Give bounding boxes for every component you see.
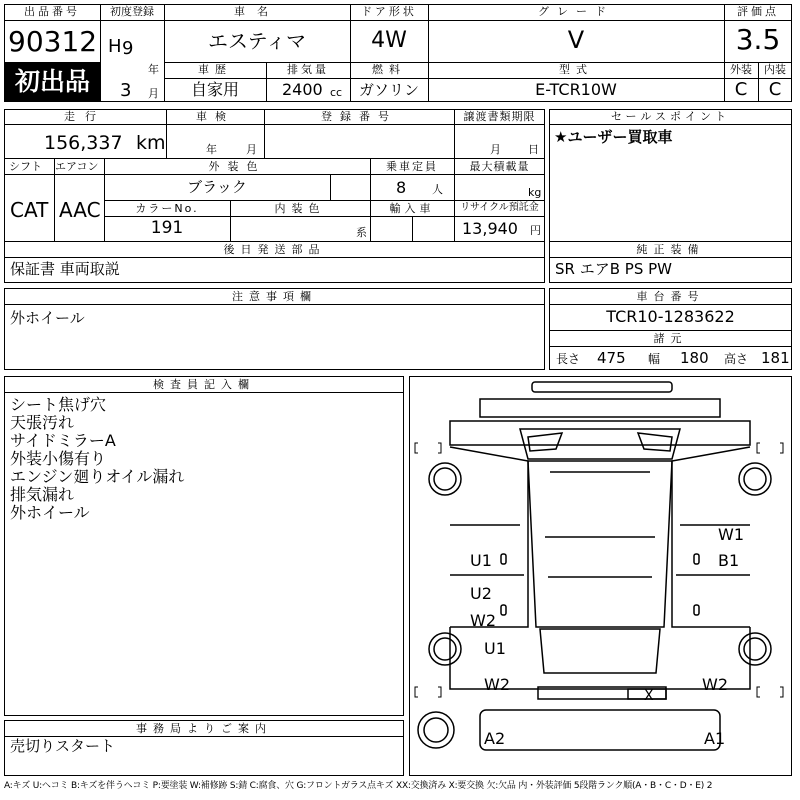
- max-load-label: 最大積載量: [469, 160, 530, 173]
- mileage-label: 走行: [64, 110, 106, 123]
- interior-label: 内装: [764, 63, 786, 76]
- lot-number: 90312: [8, 25, 98, 58]
- transfer-month-unit: 月: [490, 143, 501, 156]
- color-no-value: 191: [150, 218, 184, 238]
- cc-unit: cc: [330, 86, 343, 99]
- damage-mark-w2-side: W2: [470, 611, 496, 630]
- later-parts-value: 保証書 車両取説: [10, 260, 120, 278]
- model-code: E-TCR10W: [535, 80, 617, 99]
- exterior-label: 外装: [730, 63, 752, 76]
- score-value: 3.5: [735, 23, 781, 56]
- dims-label: 諸元: [653, 332, 688, 345]
- selling-label: セールスポイント: [610, 110, 730, 123]
- import-label: 輸入車: [389, 202, 435, 215]
- score-label: 評価点: [737, 5, 779, 18]
- legend-text: A:キズ U:ヘコミ B:キズを伴うヘコミ P:要塗装 W:補修跡 S:錆 C:腐食、穴 G:フロントガラス点キズ XX:交換済み X:要交換 欠:欠品 内・外装評価 5段階ランク順(A・B・C・D・E) 2: [4, 781, 713, 791]
- fuel-type: ガソリン: [358, 81, 419, 99]
- int-color-label: 内装色: [274, 202, 326, 215]
- mileage-unit: km: [136, 132, 166, 154]
- car-name-label: 車名: [234, 5, 280, 18]
- genuine-equipment: SR エアB PS PW: [555, 260, 672, 278]
- inspection-label: 車検: [196, 110, 234, 123]
- inspector-list: [10, 396, 184, 522]
- height-label: 高さ: [724, 352, 749, 366]
- damage-mark-w1: W1: [718, 525, 744, 544]
- first-listing-badge: [5, 63, 100, 101]
- inspection-month-unit: 月: [246, 143, 257, 156]
- mileage-value: 156,337: [44, 132, 123, 154]
- reg-era: H: [108, 36, 122, 57]
- list-item: エンジン廻りオイル漏れ: [10, 467, 185, 486]
- reg-no-label: 登録番号: [321, 110, 397, 123]
- list-item: 天張汚れ: [10, 413, 75, 432]
- year-unit: 年: [148, 63, 159, 76]
- door-type: 4W: [371, 28, 407, 53]
- chassis-number: TCR10-1283622: [606, 307, 735, 326]
- damage-mark-u1-rear: U1: [484, 639, 506, 658]
- displacement: 2400: [282, 80, 323, 99]
- list-item: サイドミラーA: [10, 431, 116, 450]
- chassis-label: 車台番号: [636, 290, 705, 303]
- capacity-value: 8: [396, 178, 407, 197]
- history-label: 車歴: [198, 63, 232, 76]
- recycle-fee: 13,940: [462, 219, 518, 238]
- damage-mark-w2-right: W2: [702, 675, 728, 694]
- model-label: 型式: [559, 63, 593, 76]
- transfer-label: 譲渡書類期限: [463, 110, 536, 123]
- recycle-unit: 円: [530, 224, 541, 237]
- displacement-label: 排気量: [287, 63, 329, 76]
- width-value: 180: [680, 349, 709, 367]
- later-parts-label: 後日発送部品: [223, 243, 326, 256]
- length-label: 長さ: [556, 352, 581, 366]
- damage-mark-u2: U2: [470, 584, 492, 603]
- damage-mark-w2-left: W2: [484, 675, 510, 694]
- first-reg-label: 初度登録: [110, 5, 154, 18]
- damage-mark-b1: B1: [718, 551, 740, 570]
- list-item: シート焦げ穴: [10, 395, 107, 414]
- aircon-label: エアコン: [55, 160, 99, 173]
- reg-month: 3: [120, 80, 132, 101]
- grade-value: V: [567, 26, 585, 54]
- damage-mark-x: X: [644, 688, 654, 704]
- damage-mark-a2: A2: [484, 729, 506, 748]
- color-no-label: カラーNo.: [135, 202, 199, 215]
- car-outline-diagram: [410, 377, 791, 775]
- first-listing-text: 初出品: [14, 67, 90, 96]
- lot-no-label: 出品番号: [24, 5, 80, 18]
- interior-grade: C: [768, 79, 782, 100]
- exterior-grade: C: [734, 79, 748, 100]
- damage-mark-u1-front: U1: [470, 551, 492, 570]
- height-value: 181: [761, 349, 790, 367]
- int-color-unit: 系: [356, 226, 367, 239]
- door-label: ドア形状: [361, 5, 417, 18]
- capacity-unit: 人: [432, 183, 443, 196]
- month-unit: 月: [148, 87, 159, 100]
- damage-diagram: [409, 376, 792, 776]
- ext-color-value: ブラック: [187, 178, 247, 196]
- shift-label: シフト: [9, 160, 42, 173]
- damage-mark-a1: A1: [704, 729, 726, 748]
- selling-point-text: ★ユーザー買取車: [554, 128, 673, 146]
- office-text: 売切りスタート: [10, 737, 116, 755]
- genuine-label: 純正装備: [636, 243, 705, 256]
- fuel-label: 燃料: [372, 63, 406, 76]
- load-unit: kg: [528, 186, 542, 199]
- notes-text: 外ホイール: [10, 309, 85, 327]
- length-value: 475: [597, 349, 626, 367]
- car-history: 自家用: [190, 80, 239, 99]
- shift-value: CAT: [10, 198, 49, 222]
- list-item: 排気漏れ: [10, 485, 75, 504]
- transfer-day-unit: 日: [528, 143, 539, 156]
- office-label: 事務局よりご案内: [136, 722, 272, 735]
- list-item: 外装小傷有り: [10, 449, 107, 468]
- list-item: 外ホイール: [10, 503, 90, 522]
- width-label: 幅: [648, 352, 661, 366]
- reg-year: 9: [122, 38, 134, 59]
- grade-label: グレード: [538, 5, 614, 18]
- capacity-label: 乗車定員: [386, 160, 438, 173]
- notes-label: 注意事項欄: [232, 290, 317, 303]
- inspection-year-unit: 年: [206, 143, 217, 156]
- car-name: エスティマ: [208, 29, 306, 53]
- ext-color-label: 外装色: [208, 160, 266, 173]
- recycle-label: リサイクル預託金: [460, 202, 539, 213]
- inspector-label: 検査員記入欄: [153, 378, 255, 391]
- aircon-value: AAC: [59, 198, 101, 222]
